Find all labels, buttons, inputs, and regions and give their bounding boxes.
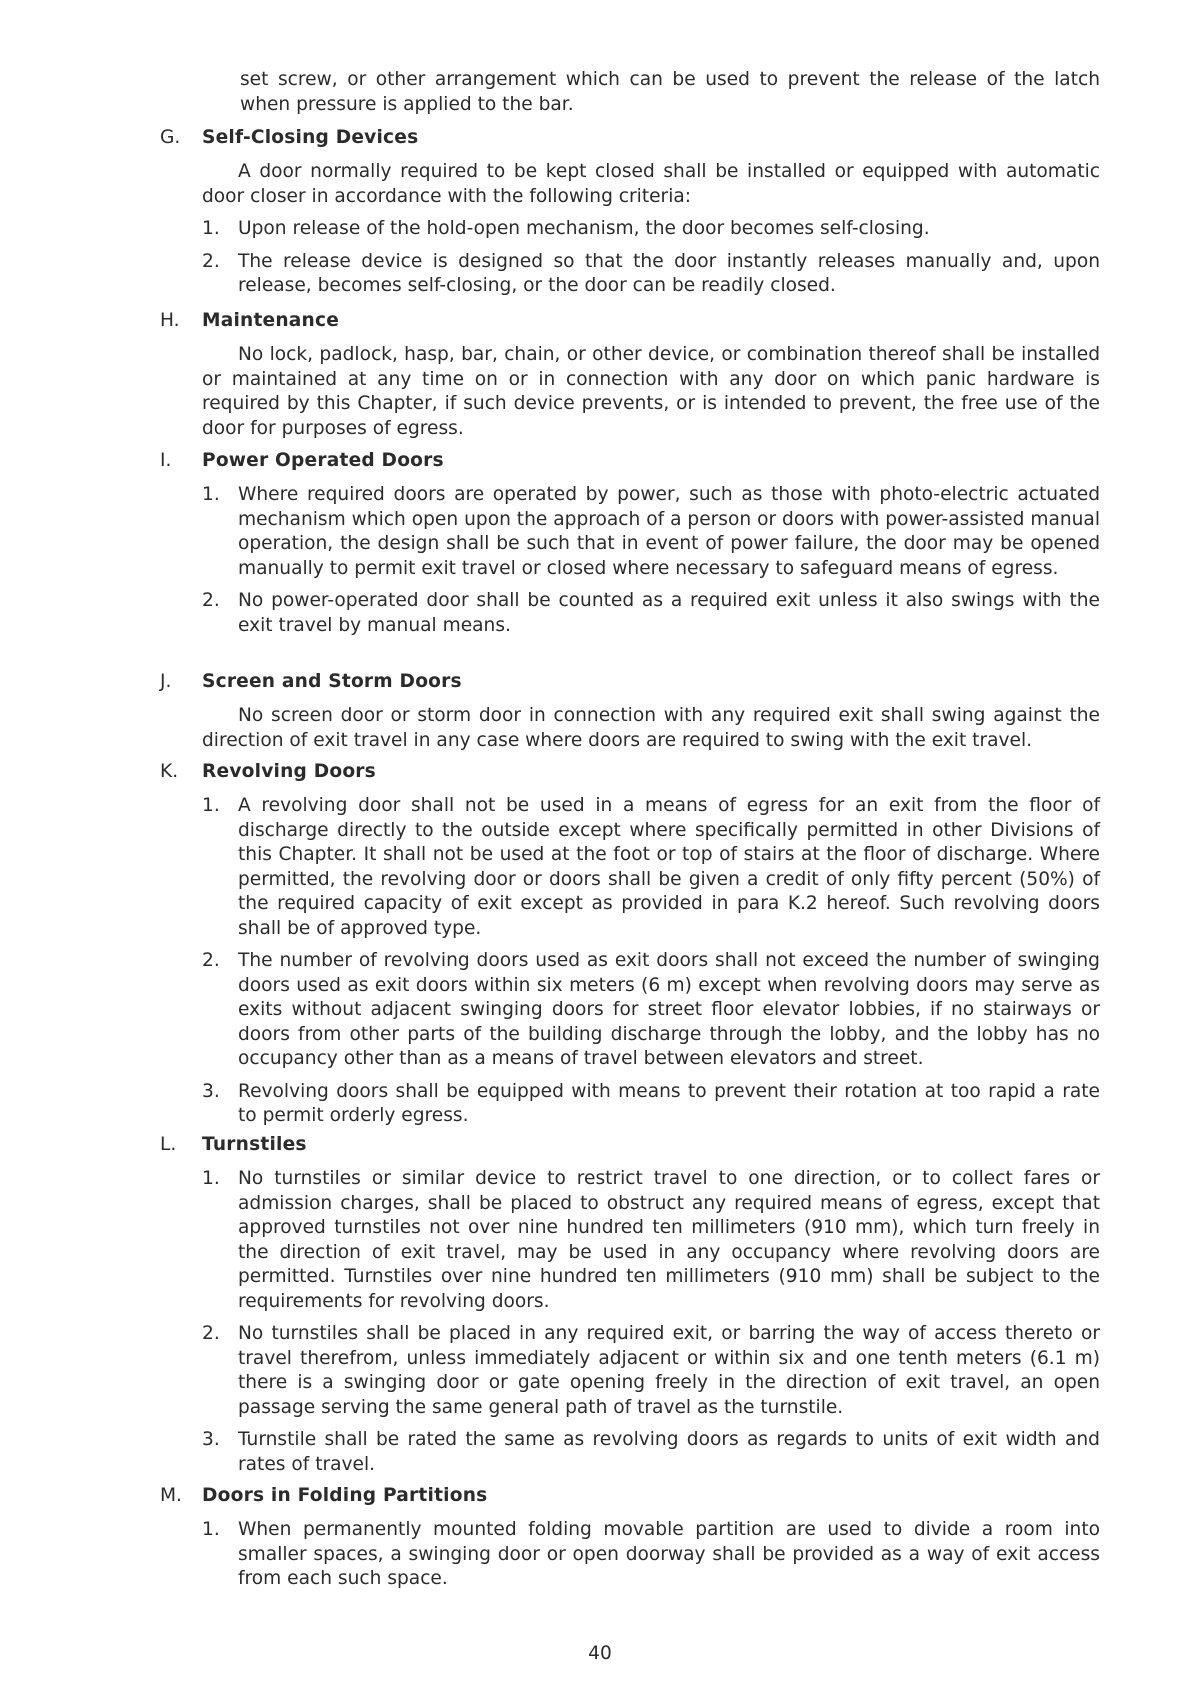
section-letter: L. xyxy=(160,1134,177,1155)
item-text: No turnstiles shall be placed in any required exit, or barring the way of access thereto or travel therefrom, unless immediately adjacent or within six and one tenth meters (6.1 m) there is a swinging door or gate opening freely in the direction of exit travel, an open passage serving the same general path of travel as the turnstile. xyxy=(238,1323,1100,1418)
list-item xyxy=(160,589,1100,638)
item-number: 1. xyxy=(202,484,220,505)
section-title: Doors in Folding Partitions xyxy=(202,1485,488,1506)
list-item xyxy=(160,794,1100,941)
list-item xyxy=(160,217,1100,242)
section-letter: I. xyxy=(160,450,172,471)
item-number: 2. xyxy=(202,950,220,971)
section-letter: G. xyxy=(160,127,181,148)
list-item xyxy=(160,1080,1100,1129)
section-letter: K. xyxy=(160,761,179,782)
list-item xyxy=(160,1322,1100,1420)
section-k xyxy=(160,760,1100,1129)
item-number: 1. xyxy=(202,218,220,239)
section-i xyxy=(160,449,1100,638)
item-number: 1. xyxy=(202,1168,220,1189)
section-g xyxy=(160,126,1100,299)
item-number: 1. xyxy=(202,795,220,816)
list-item xyxy=(160,250,1100,299)
section-title: Screen and Storm Doors xyxy=(202,671,462,692)
item-text: Revolving doors shall be equipped with means to prevent their rotation at too rapid a rate to permit orderly egress. xyxy=(238,1080,1100,1126)
item-text: No power-operated door shall be counted as a required exit unless it also swings with the exit travel by manual means. xyxy=(238,590,1100,636)
section-title: Revolving Doors xyxy=(202,761,376,782)
item-number: 2. xyxy=(202,590,220,611)
item-number: 2. xyxy=(202,250,220,272)
section-letter: H. xyxy=(160,310,180,331)
list-item xyxy=(160,1428,1100,1477)
list-item xyxy=(160,1167,1100,1314)
item-number: 3. xyxy=(202,1429,220,1450)
section-letter: J. xyxy=(160,671,172,692)
item-text: A revolving door shall not be used in a means of egress for an exit from the floor of discharge directly to the outside except where specifically permitted in other Divisions of this Chapter. It shall not be used at the foot or top of stairs at the floor of discharge. Where permitted, the revolving door or doors shall be given a credit of only fifty percent (50%) of the required capacity of exit except as provided in para K.2 hereof. Such revolving doors shall be of approved type. xyxy=(238,795,1100,939)
item-number: 1. xyxy=(202,1519,220,1540)
section-title: Power Operated Doors xyxy=(202,450,444,471)
item-text: Turnstile shall be rated the same as revolving doors as regards to units of exit width and rates of travel. xyxy=(238,1429,1100,1475)
item-text: No turnstiles or similar device to restrict travel to one direction, or to collect fares or admission charges, shall be placed to obstruct any required means of egress, except that approved turnstiles not over nine hundred ten millimeters (910 mm), which turn freely in the direction of exit travel, may be used in any occupancy where revolving doors are permitted. Turnstiles over nine hundred ten millimeters (910 mm) shall be subject to the requirements for revolving doors. xyxy=(238,1168,1100,1312)
section-intro: No lock, padlock, hasp, bar, chain, or other device, or combination thereof shall be installed or maintained at any time on or in connection with any door on which panic hardware is required by this Chapter, if such device prevents, or is intended to prevent, the free use of the door for purposes of egress. xyxy=(202,344,1100,439)
list-item xyxy=(160,949,1100,1072)
page-number: 40 xyxy=(588,1643,612,1664)
section-intro: No screen door or storm door in connection with any required exit shall swing against the direction of exit travel in any case where doors are required to swing with the exit travel. xyxy=(202,705,1100,751)
section-j xyxy=(160,670,1100,753)
section-title: Maintenance xyxy=(202,310,340,331)
item-text: When permanently mounted folding movable partition are used to divide a room into smaller spaces, a swinging door or open doorway shall be provided as a way of exit access from each such space. xyxy=(238,1519,1100,1589)
item-text: Where required doors are operated by power, such as those with photo-electric actuated mechanism which open upon the approach of a person or doors with power-assisted manual operation, the design shall be such that in event of power failure, the door may be opened manually to permit exit travel or closed where necessary to safeguard means of egress. xyxy=(238,484,1100,579)
item-text: The number of revolving doors used as exit doors shall not exceed the number of swinging doors used as exit doors within six meters (6 m) except when revolving doors may serve as exits without adjacent swinging doors for street floor elevator lobbies, if no stairways or doors from other parts of the building discharge through the lobby, and the lobby has no occupancy other than as a means of travel between elevators and street. xyxy=(238,950,1100,1069)
section-h xyxy=(160,309,1100,441)
continuation-paragraph: set screw, or other arrangement which can be used to prevent the release of the latch when pressure is applied to the bar. xyxy=(240,69,1100,115)
section-letter: M. xyxy=(160,1485,182,1506)
section-title: Self-Closing Devices xyxy=(202,127,419,148)
section-title: Turnstiles xyxy=(202,1134,307,1155)
item-text: Upon release of the hold-open mechanism, the door becomes self-closing. xyxy=(238,218,930,239)
section-intro: A door normally required to be kept closed shall be installed or equipped with automatic door closer in accordance with the following criteria: xyxy=(202,161,1100,207)
item-number: 3. xyxy=(202,1080,220,1102)
section-l xyxy=(160,1133,1100,1477)
list-item xyxy=(160,483,1100,581)
section-m xyxy=(160,1484,1100,1592)
list-item xyxy=(160,1518,1100,1592)
item-text: The release device is designed so that the door instantly releases manually and, upon release, becomes self-closing, or the door can be readily closed. xyxy=(238,250,1100,296)
item-number: 2. xyxy=(202,1323,220,1344)
